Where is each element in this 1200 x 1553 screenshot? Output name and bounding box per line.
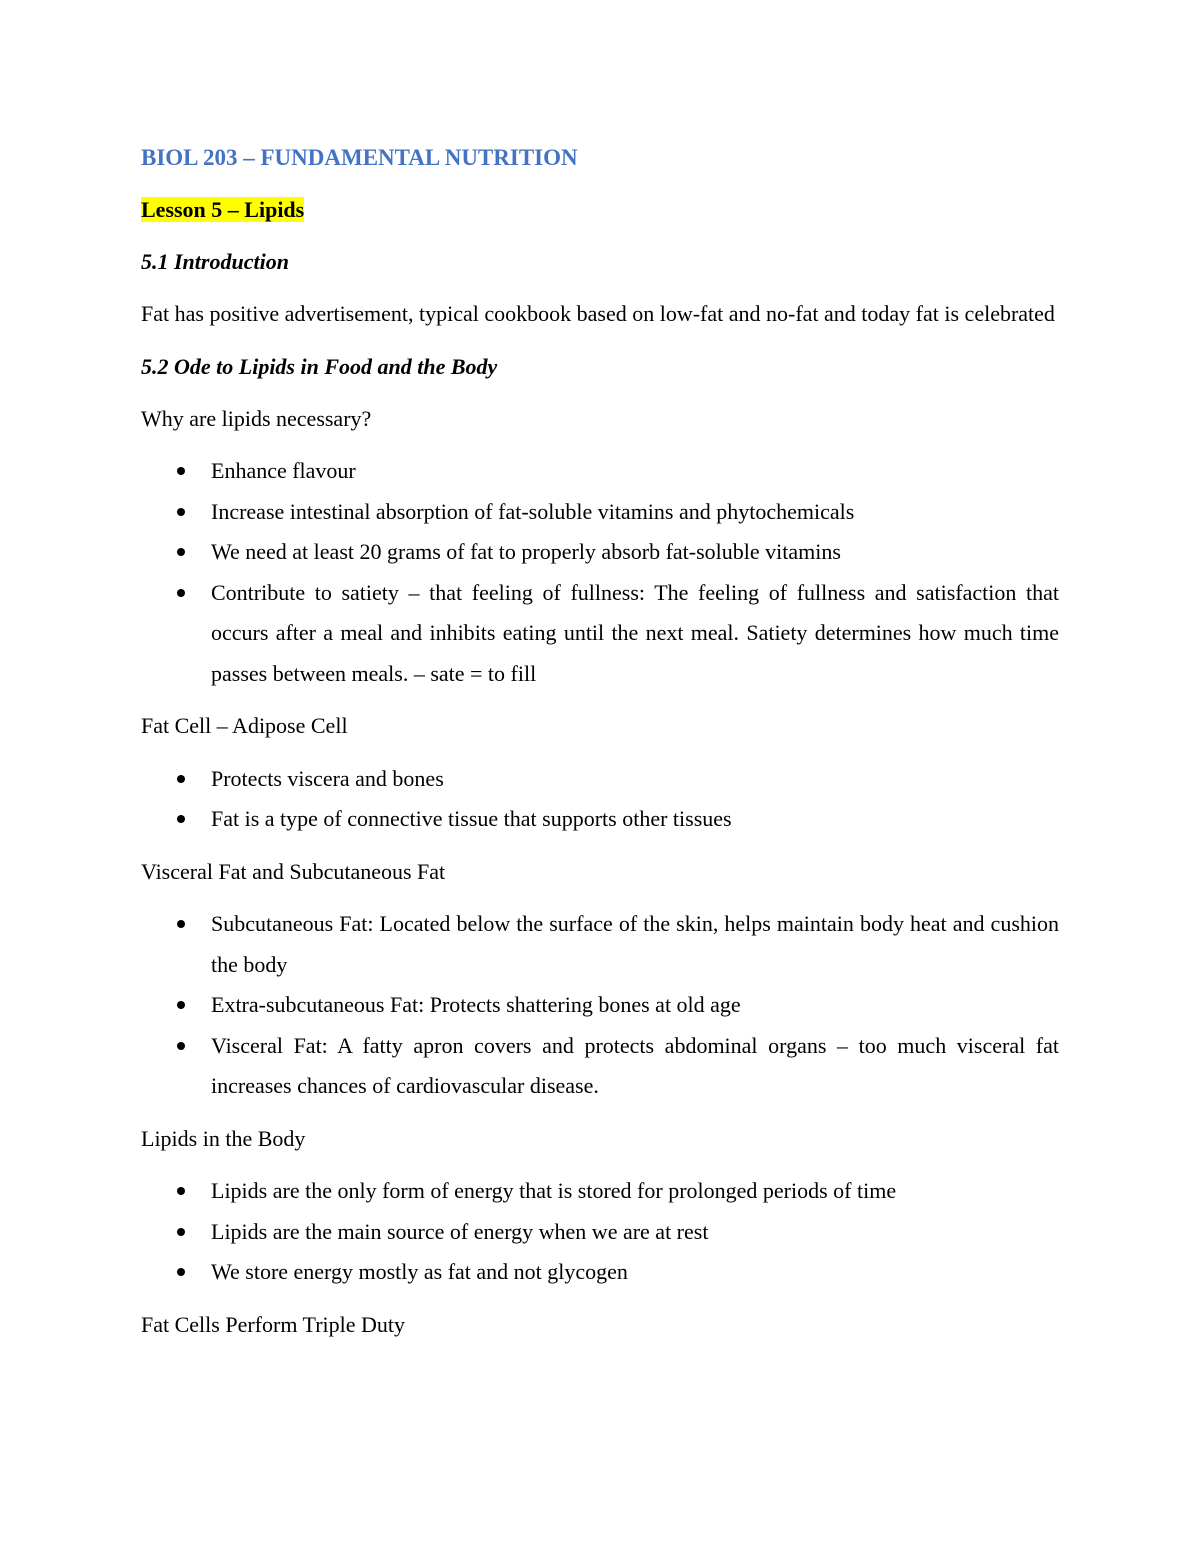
list-item-text: We store energy mostly as fat and not glycogen bbox=[211, 1259, 628, 1284]
lipids-in-body-list bbox=[141, 1171, 1059, 1293]
bullet-icon bbox=[175, 799, 187, 840]
why-lipids-heading: Why are lipids necessary? bbox=[141, 405, 372, 431]
bullet-icon bbox=[175, 759, 187, 800]
list-item bbox=[141, 451, 1059, 492]
list-item-text: Extra-subcutaneous Fat: Protects shattering bones at old age bbox=[211, 992, 741, 1017]
bullet-icon bbox=[175, 904, 187, 945]
list-item bbox=[141, 904, 1059, 985]
list-item bbox=[141, 1252, 1059, 1293]
bullet-icon bbox=[175, 532, 187, 573]
bullet-icon bbox=[175, 1171, 187, 1212]
lesson-heading bbox=[141, 190, 1059, 230]
document-title: BIOL 203 – FUNDAMENTAL NUTRITION bbox=[141, 145, 578, 170]
document-page bbox=[141, 138, 1059, 1357]
list-item bbox=[141, 759, 1059, 800]
list-item bbox=[141, 573, 1059, 695]
lipids-in-body-heading: Lipids in the Body bbox=[141, 1125, 306, 1151]
bullet-icon bbox=[175, 1026, 187, 1067]
bullet-icon bbox=[175, 1212, 187, 1253]
list-item-text: We need at least 20 grams of fat to properly absorb fat-soluble vitamins bbox=[211, 539, 841, 564]
list-item-text: Contribute to satiety – that feeling of fullness: The feeling of fullness and satisfaction that occurs after a meal and inhibits eating until the next meal. Satiety determines how much time passes between meals. – sate = to fill bbox=[211, 579, 1059, 686]
bullet-icon bbox=[175, 492, 187, 533]
list-item-text: Enhance flavour bbox=[211, 458, 356, 483]
bullet-icon bbox=[175, 985, 187, 1026]
why-lipids-list bbox=[141, 451, 1059, 694]
list-item bbox=[141, 492, 1059, 533]
list-item-text: Lipids are the only form of energy that is stored for prolonged periods of time bbox=[211, 1178, 897, 1203]
list-item bbox=[141, 799, 1059, 840]
fat-cell-heading: Fat Cell – Adipose Cell bbox=[141, 713, 348, 738]
visceral-subcutaneous-heading: Visceral Fat and Subcutaneous Fat bbox=[141, 858, 446, 884]
list-item-text: Lipids are the main source of energy when we are at rest bbox=[211, 1218, 709, 1244]
list-item-text: Fat is a type of connective tissue that supports other tissues bbox=[211, 806, 732, 831]
bullet-icon bbox=[175, 573, 187, 614]
list-item bbox=[141, 1171, 1059, 1212]
triple-duty-heading: Fat Cells Perform Triple Duty bbox=[141, 1311, 406, 1337]
list-item-text: Subcutaneous Fat: Located below the surface of the skin, helps maintain body heat and cushion the body bbox=[211, 911, 1059, 977]
section-heading-introduction: 5.1 Introduction bbox=[141, 249, 289, 274]
lesson-heading-highlight: Lesson 5 – Lipids bbox=[141, 197, 305, 222]
bullet-icon bbox=[175, 1252, 187, 1293]
list-item-text: Protects viscera and bones bbox=[211, 765, 444, 791]
introduction-paragraph: Fat has positive advertisement, typical cookbook based on low-fat and no-fat and today fat is celebrated bbox=[141, 301, 1055, 326]
section-heading-ode-to-lipids: 5.2 Ode to Lipids in Food and the Body bbox=[141, 353, 498, 379]
list-item-text: Increase intestinal absorption of fat-soluble vitamins and phytochemicals bbox=[211, 498, 855, 524]
list-item bbox=[141, 1212, 1059, 1253]
list-item bbox=[141, 985, 1059, 1026]
visceral-subcutaneous-list bbox=[141, 904, 1059, 1107]
list-item bbox=[141, 1026, 1059, 1107]
list-item-text: Visceral Fat: A fatty apron covers and protects abdominal organs – too much visceral fat increases chances of cardiovascular disease. bbox=[211, 1032, 1059, 1098]
fat-cell-list bbox=[141, 759, 1059, 840]
bullet-icon bbox=[175, 451, 187, 492]
list-item bbox=[141, 532, 1059, 573]
